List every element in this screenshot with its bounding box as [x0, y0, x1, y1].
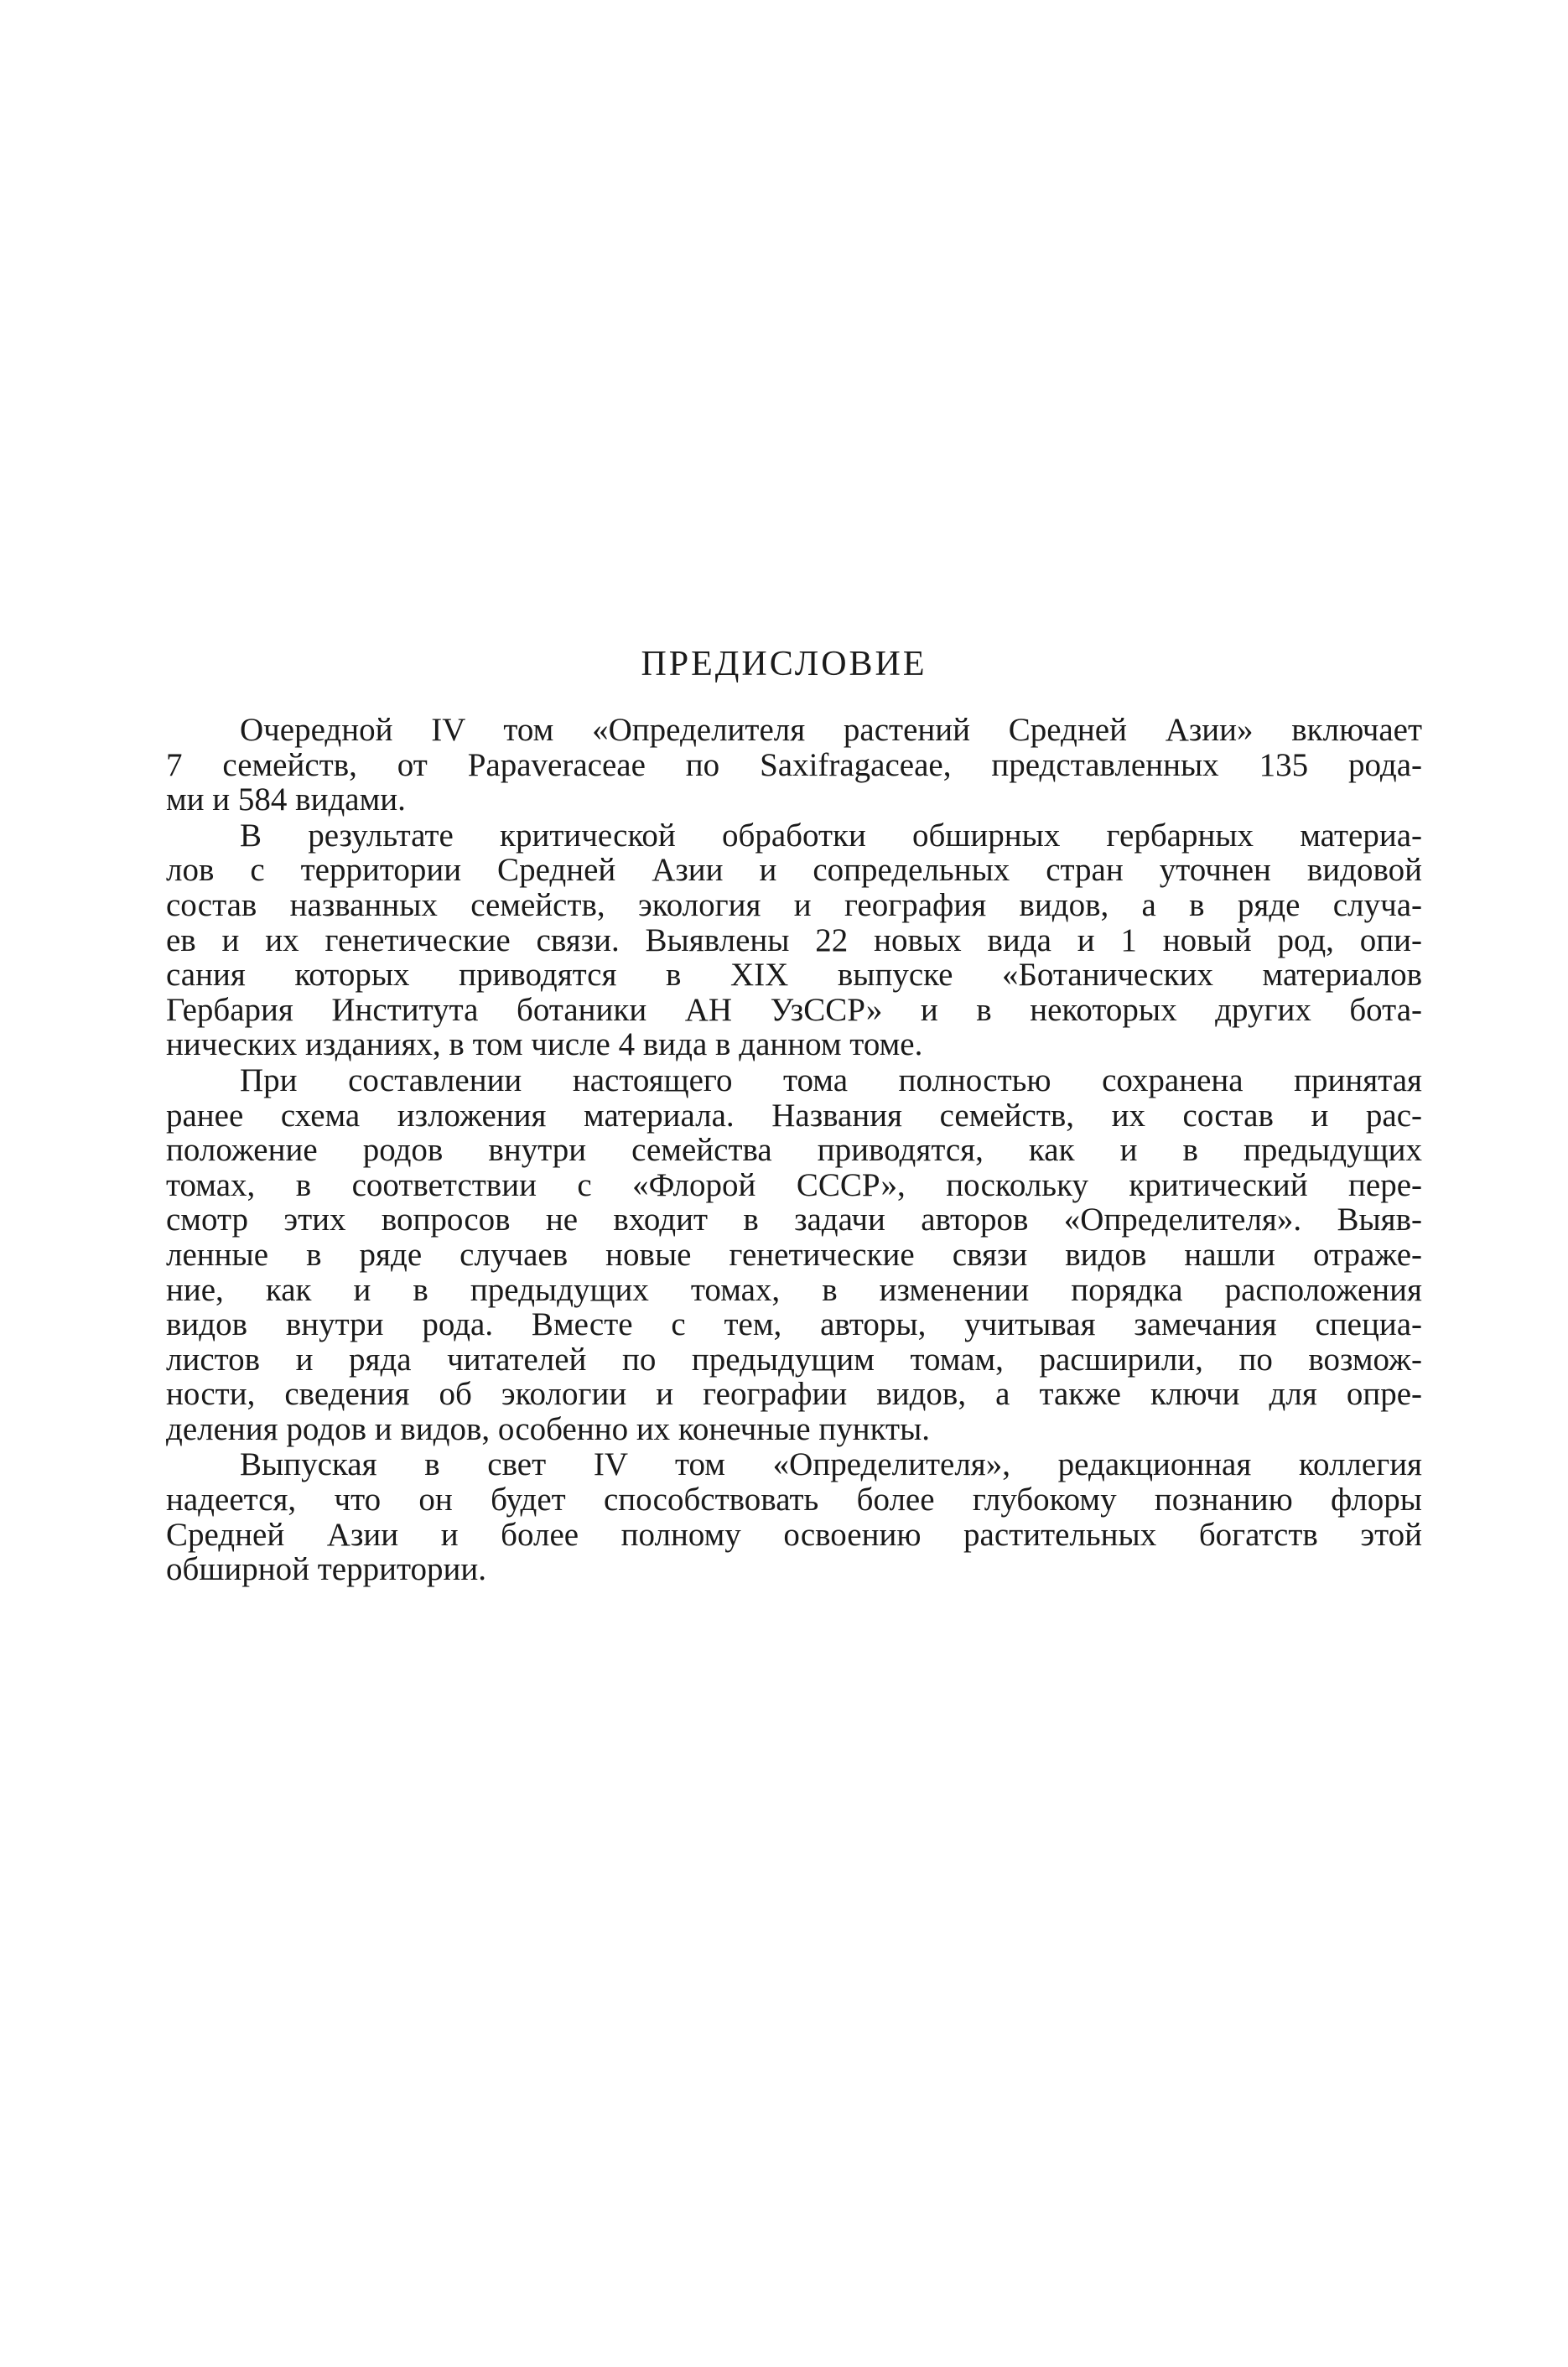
- text-line: Выпуская в свет IV том «Определителя», редакционная коллегия: [240, 1446, 1422, 1483]
- text-line: листов и ряда читателей по предыдущим томам, расширили, по возмож-: [166, 1341, 1422, 1378]
- text-line: ности, сведения об экологии и географии видов, а также ключи для опре-: [166, 1376, 1422, 1413]
- text-line: сания которых приводятся в XIX выпуске «Ботанических материалов: [166, 957, 1422, 994]
- paragraph-3: [166, 1063, 1422, 1447]
- text-line: надеется, что он будет способствовать более глубокому познанию флоры: [166, 1482, 1422, 1518]
- text-line: состав названных семейств, экология и география видов, а в ряде случа-: [166, 886, 1422, 923]
- text-line: При составлении настоящего тома полностью сохранена принятая: [240, 1062, 1422, 1098]
- text-line: ленные в ряде случаев новые генетические связи видов нашли отраже-: [166, 1236, 1422, 1273]
- text-line: деления родов и видов, особенно их конечные пункты.: [166, 1410, 931, 1447]
- paragraph-2: [166, 818, 1422, 1062]
- text-line: ми и 584 видами.: [166, 781, 406, 818]
- text-line: Гербария Института ботаники АН УзССР» и в некоторых других бота-: [166, 991, 1422, 1028]
- text-line: томах, в соответствии с «Флорой СССР», поскольку критический пере-: [166, 1166, 1422, 1203]
- text-line: ние, как и в предыдущих томах, в изменении порядка расположения: [166, 1271, 1422, 1308]
- paragraph-1: [166, 713, 1422, 818]
- text-line: Очередной IV том «Определителя растений Средней Азии» включает: [240, 712, 1422, 748]
- text-line: ев и их генетические связи. Выявлены 22 новых вида и 1 новый род, опи-: [166, 921, 1422, 958]
- paragraph-4: [166, 1447, 1422, 1586]
- text-line: видов внутри рода. Вместе с тем, авторы, учитывая замечания специа-: [166, 1306, 1422, 1343]
- text-line: нических изданиях, в том числе 4 вида в данном томе.: [166, 1026, 923, 1063]
- text-line: Средней Азии и более полному освоению растительных богатств этой: [166, 1516, 1422, 1553]
- preface-body: [166, 713, 1422, 1588]
- text-line: обширной территории.: [166, 1551, 486, 1588]
- text-line: смотр этих вопросов не входит в задачи авторов «Определителя». Выяв-: [166, 1202, 1422, 1238]
- text-line: 7 семейств, от Papaveraceae по Saxifragaceae, представленных 135 рода-: [166, 746, 1422, 783]
- page-heading: ПРЕДИСЛОВИЕ: [641, 645, 927, 683]
- text-line: В результате критической обработки обширных гербарных материа-: [240, 817, 1422, 854]
- text-line: положение родов внутри семейства приводятся, как и в предыдущих: [166, 1132, 1422, 1169]
- text-line: лов с территории Средней Азии и сопредельных стран уточнен видовой: [166, 852, 1422, 889]
- text-line: ранее схема изложения материала. Названия семейств, их состав и рас-: [166, 1097, 1422, 1134]
